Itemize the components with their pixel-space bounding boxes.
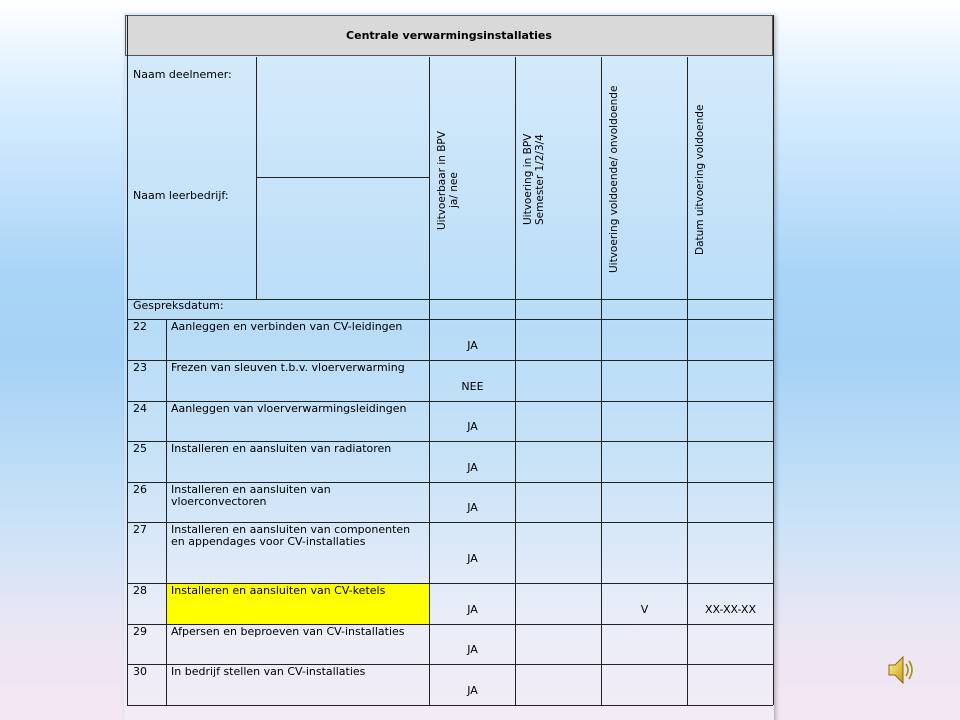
col-uitvoerbaar-label: Uitvoerbaar in BPV: [436, 131, 448, 230]
col-uitvoerbaar-sub: ja/ nee: [448, 172, 460, 208]
col-datum-header: [694, 105, 706, 255]
row-number: 26: [133, 483, 147, 496]
row-bpv-cell[interactable]: JA: [467, 420, 478, 433]
row-description: Frezen van sleuven t.b.v. vloerverwarming: [171, 361, 405, 374]
col-uitvoering-sub: Semester 1/2/3/4: [534, 134, 546, 225]
row-description: In bedrijf stellen van CV-installaties: [171, 665, 366, 678]
row-description: Afpersen en beproeven van CV-installaties: [171, 625, 405, 638]
row-number: 22: [133, 320, 147, 333]
col-uitvoering-label: Uitvoering in BPV: [522, 133, 534, 225]
row-number: 25: [133, 442, 147, 455]
col-voldoende-label: Uitvoering voldoende/ onvoldoende: [608, 85, 620, 273]
grid-hline: [127, 705, 773, 706]
row-number: 29: [133, 625, 147, 638]
col-voldoende-header: [608, 86, 620, 273]
naam-leerbedrijf-label: Naam leerbedrijf:: [133, 189, 229, 202]
row-number: 28: [133, 584, 147, 597]
row-description: Installeren en aansluiten van radiatoren: [171, 442, 392, 455]
col-uitvoerbaar-header: [436, 131, 460, 230]
row-description: Installeren en aansluiten van CV-ketels: [171, 584, 386, 597]
speaker-icon[interactable]: [886, 652, 916, 688]
row-description: Installeren en aansluiten van vloerconvectoren: [171, 483, 331, 508]
row-datum-cell[interactable]: XX-XX-XX: [705, 602, 756, 616]
row-description: Aanleggen en verbinden van CV-leidingen: [171, 320, 403, 333]
col-uitvoering-header: [522, 134, 546, 225]
row-bpv-cell[interactable]: NEE: [461, 379, 484, 393]
col-datum-label: Datum uitvoering voldoende: [694, 104, 706, 255]
row-bpv-cell[interactable]: JA: [467, 643, 478, 656]
naam-deelnemer-field[interactable]: [257, 57, 428, 177]
grid-vline: [515, 57, 516, 705]
grid-vline: [166, 319, 167, 705]
row-bpv-cell[interactable]: JA: [467, 338, 478, 352]
row-bpv-cell[interactable]: JA: [467, 501, 478, 514]
row-bpv-cell[interactable]: JA: [467, 551, 478, 565]
row-number: 27: [133, 523, 147, 536]
row-bpv-cell[interactable]: JA: [467, 683, 478, 697]
row-description: Installeren en aansluiten van componenten en appendages voor CV-installaties: [171, 523, 411, 548]
row-number: 23: [133, 361, 147, 374]
form-title-bar: [125, 15, 773, 56]
row-bpv-cell[interactable]: JA: [467, 602, 478, 616]
naam-leerbedrijf-field[interactable]: [257, 178, 428, 298]
row-description: Aanleggen van vloerverwarmingsleidingen: [171, 402, 407, 415]
naam-deelnemer-label: Naam deelnemer:: [133, 68, 232, 81]
gespreksdatum-label: Gespreksdatum:: [133, 299, 224, 312]
row-number: 30: [133, 665, 147, 678]
grid-vline: [773, 15, 774, 705]
row-bpv-cell[interactable]: JA: [467, 460, 478, 474]
row-voldoende-cell[interactable]: V: [640, 602, 649, 616]
row-number: 24: [133, 402, 147, 415]
gespreksdatum-field[interactable]: [430, 300, 773, 318]
form-title: Centrale verwarmingsinstallaties: [346, 29, 552, 42]
